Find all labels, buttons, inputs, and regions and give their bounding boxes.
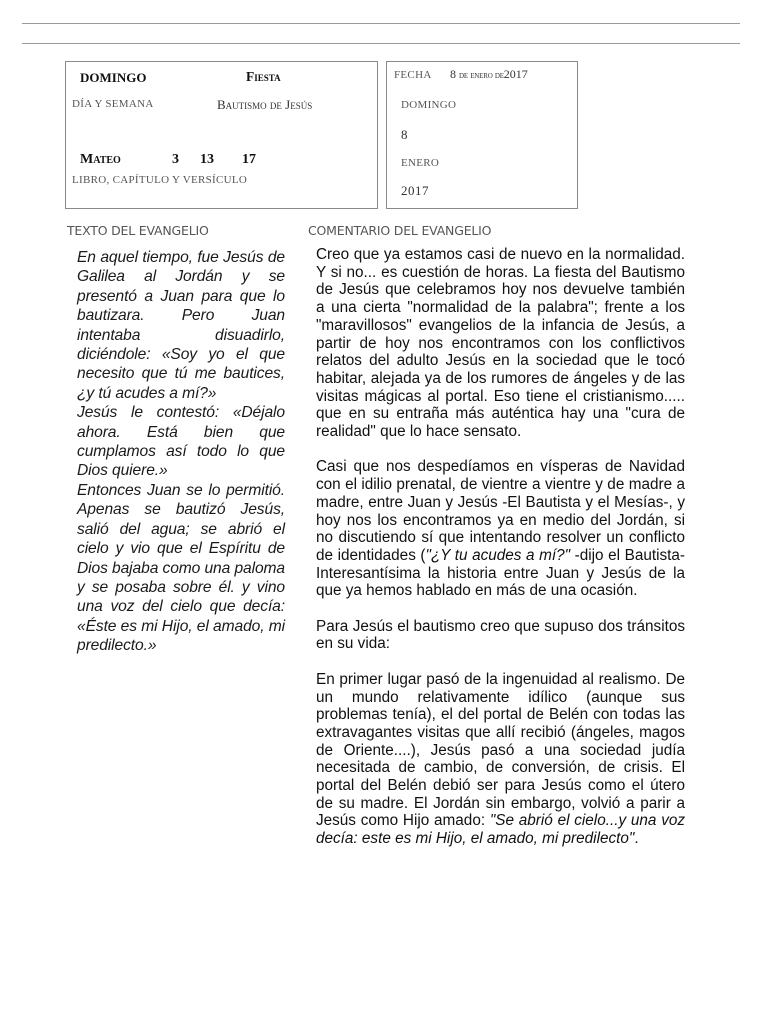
commentary-paragraph (316, 458, 685, 600)
fecha-day-name: DOMINGO (401, 99, 457, 111)
fecha-short-day: 8 (450, 67, 456, 81)
gospel-paragraph: Entonces Juan se lo permitió. Apenas se bautizó Jesús, salió del agua; se abrió el cielo y vio que el Espíritu de Dios bajaba como una paloma y se posaba sobre él. y vino una voz del cielo que decía: «Éste es mi Hijo, el amado, mi predilecto.» (77, 481, 285, 655)
gospel-paragraph: Jesús le contestó: «Déjalo ahora. Está bien que cumplamos así todo lo que Dios quiere.» (77, 404, 285, 480)
fecha-short-year: 2017 (503, 67, 528, 81)
fiesta-name: Bautismo de Jesús (217, 97, 313, 112)
commentary-paragraph (316, 671, 685, 848)
fecha-year: 2017 (401, 183, 429, 198)
fecha-short-mid: de enero de (459, 70, 504, 81)
commentary-quote: "¿Y tu acudes a mí?" (425, 546, 571, 564)
commentary-paragraph: Creo que ya estamos casi de nuevo en la normalidad. Y si no... es cuestión de horas. La fiesta del Bautismo de Jesús que celebramos hoy nos devuelve también a una cierta "normalidad de la palabra"; frente a los "maravillosos" evangelios de la infancia de Jesús, a partir de hoy nos encontramos con los conflictivos relatos del adulto Jesús en la sociedad que le tocó habitar, alejada ya de los rumores de ángeles y de las visitas mágicas al portal. Eso tiene el cristianismo..... que en su entraña más auténtica hay una "cura de realidad" que lo hace sensato. (316, 246, 685, 441)
fiesta-value: Fiesta (246, 69, 281, 84)
gospel-paragraph: En aquel tiempo, fue Jesús de Galilea al Jordán y se presentó a Juan para que lo bautizara. Pero Juan intentaba disuadirlo, diciéndole: «Soy yo el que necesito que tú me bautices, ¿y tú acudes a mí?» (77, 249, 285, 402)
second-rule (22, 43, 740, 44)
capitulo-value: 3 (172, 152, 179, 167)
comment-section-title: COMENTARIO DEL EVANGELIO (308, 223, 492, 238)
fecha-short (450, 68, 528, 81)
gospel-section-title: TEXTO DEL EVANGELIO (67, 223, 209, 238)
libro-label: LIBRO, CAPÍTULO Y VERSÍCULO (72, 174, 248, 186)
gospel-text (77, 248, 285, 656)
libro-value: Mateo (80, 152, 121, 167)
fecha-month: ENERO (401, 157, 440, 169)
dia-semana-value: DOMINGO (80, 70, 147, 85)
top-rule (22, 23, 740, 24)
commentary-quote: "Se abrió el cielo...y una voz decía: este es mi Hijo, el amado, mi predilecto" (316, 812, 685, 848)
commentary-paragraph: Para Jesús el bautismo creo que supuso dos tránsitos en su vida: (316, 617, 685, 653)
dia-semana-label: DÍA Y SEMANA (72, 98, 154, 110)
commentary-text-segment: . (634, 830, 639, 848)
commentary-text-segment: En primer lugar pasó de la ingenuidad al realismo. De un mundo relativamente idílico (aunque sus problemas tenía), el del portal de Belén con todas las extravagantes visitas que allí recibió (ángeles, magos de Oriente....), Jesús pasó a una sociedad judía necesitada de cambio, de conversión, de crisis. El portal del Belén debió ser para Jesús como el útero de su madre. El Jordán sin embargo, volvió a parir a Jesús como Hijo amado: (316, 670, 685, 830)
commentary-text-segment: Casi que nos despedíamos en vísperas de Navidad con el idilio prenatal, de vientre a vientre y de madre a madre, entre Juan y Jesús -El Bautista y el Mesías-, y hoy nos los encontramos ya en medio del Jordán, si no discutiendo sí que intentando resolver un conflicto de identidades ( (316, 458, 685, 564)
commentary-text-segment: -dijo el Bautista- Interesantísima la historia entre Juan y Jesús de la que ya hemos hablado en más de una ocasión. (316, 546, 685, 600)
fecha-label: FECHA (394, 69, 432, 81)
versiculo-fin: 17 (242, 152, 256, 167)
versiculo-inicio: 13 (200, 152, 214, 167)
fecha-day-number: 8 (401, 127, 408, 142)
commentary-text (316, 246, 685, 866)
